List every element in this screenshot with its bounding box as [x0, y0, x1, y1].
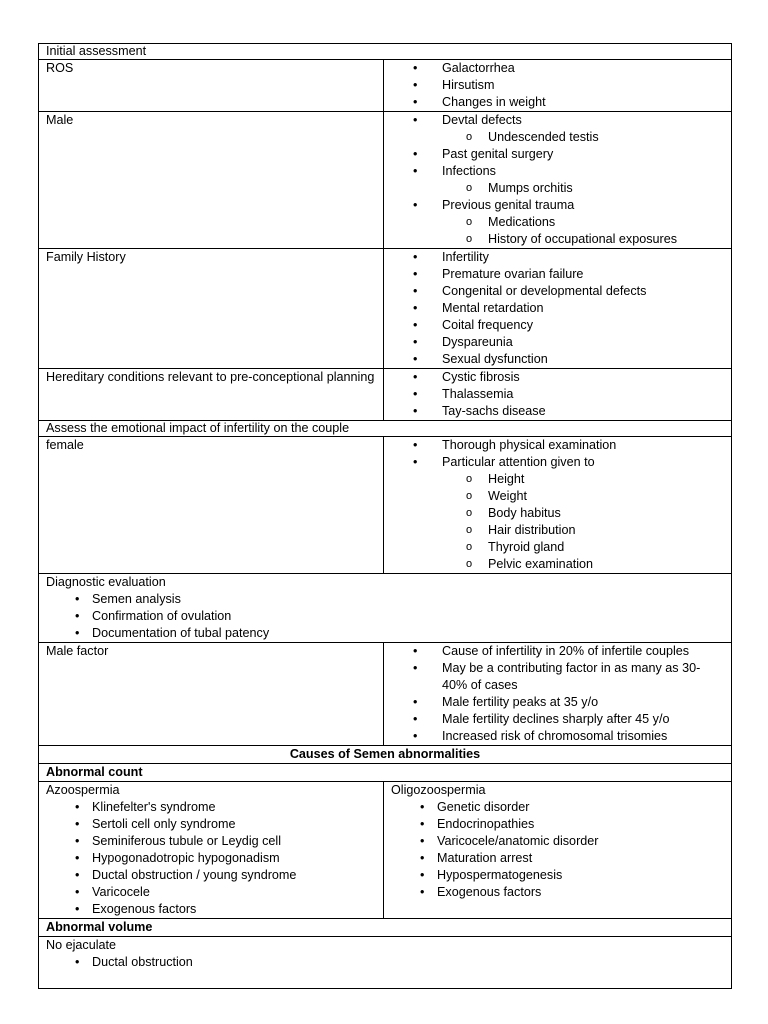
list-item: • Confirmation of ovulation [46, 608, 724, 625]
list-item: • Male fertility peaks at 35 y/o [391, 694, 724, 711]
list-item: • Sertoli cell only syndrome [46, 816, 376, 833]
list-item: • Ductal obstruction / young syndrome [46, 867, 376, 884]
list-item-text: Infections [442, 164, 496, 178]
family-history-label: Family History [46, 250, 126, 264]
diagnostic-evaluation-cell [39, 574, 732, 643]
list-item: • Male fertility declines sharply after 45 y/o [391, 711, 724, 728]
ros-items-cell [384, 60, 732, 112]
list-item: • Exogenous factors [46, 901, 376, 918]
list-item: • Increased risk of chromosomal trisomies [391, 728, 724, 745]
list-item [391, 112, 724, 146]
oligozoospermia-label: Oligozoospermia [391, 783, 486, 797]
table-row [39, 764, 732, 782]
causes-title-cell [39, 746, 732, 764]
list-item-text: Previous genital trauma [442, 198, 575, 212]
list-item: • Semen analysis [46, 591, 724, 608]
family-history-items-cell [384, 249, 732, 369]
list-item: • Klinefelter's syndrome [46, 799, 376, 816]
abnormal-volume-cell [39, 919, 732, 937]
list-item: • Hirsutism [391, 77, 724, 94]
sub-list-item: o Mumps orchitis [442, 180, 724, 197]
table-row [39, 249, 732, 369]
hereditary-label-cell [39, 369, 384, 421]
table-row [39, 746, 732, 764]
list-item [391, 163, 724, 197]
list-item: • Thorough physical examination [391, 437, 724, 454]
list-item: • Changes in weight [391, 94, 724, 111]
list-item: • Sexual dysfunction [391, 351, 724, 368]
emotional-impact-cell [39, 421, 732, 437]
list-item: • Tay-sachs disease [391, 403, 724, 420]
table-row [39, 782, 732, 919]
causes-title: Causes of Semen abnormalities [289, 747, 481, 761]
ros-label: ROS [46, 61, 74, 75]
list-item [391, 146, 724, 163]
table-row [39, 60, 732, 112]
infertility-table [38, 43, 732, 989]
abnormal-count-heading: Abnormal count [46, 765, 143, 779]
female-label: female [46, 438, 84, 452]
list-item: • Congenital or developmental defects [391, 283, 724, 300]
list-item [391, 197, 724, 248]
sub-list-item: o Medications [442, 214, 724, 231]
sub-list-item: o History of occupational exposures [442, 231, 724, 248]
document-page [38, 43, 731, 989]
hereditary-items-cell [384, 369, 732, 421]
list-item: • Galactorrhea [391, 60, 724, 77]
azoospermia-label: Azoospermia [46, 783, 120, 797]
no-ejaculate-cell [39, 937, 732, 989]
abnormal-count-cell [39, 764, 732, 782]
sub-list-item: o Weight [442, 488, 724, 505]
sub-list-item: o Undescended testis [442, 129, 724, 146]
list-item: • Genetic disorder [391, 799, 724, 816]
female-items-cell [384, 437, 732, 574]
list-item: • Coital frequency [391, 317, 724, 334]
oligozoospermia-cell [384, 782, 732, 919]
emotional-impact-text: Assess the emotional impact of infertility on the couple [46, 421, 350, 435]
male-items-cell [384, 112, 732, 249]
table-row [39, 44, 732, 60]
list-item [391, 454, 724, 573]
list-item: • Documentation of tubal patency [46, 625, 724, 642]
sub-list-item: o Height [442, 471, 724, 488]
list-item: • Hypogonadotropic hypogonadism [46, 850, 376, 867]
diagnostic-evaluation-label: Diagnostic evaluation [46, 575, 166, 589]
sub-list-item: o Body habitus [442, 505, 724, 522]
list-item: • Hypospermatogenesis [391, 867, 724, 884]
list-item: • Premature ovarian failure [391, 266, 724, 283]
initial-assessment-cell [39, 44, 732, 60]
list-item: • Cystic fibrosis [391, 369, 724, 386]
list-item: • Mental retardation [391, 300, 724, 317]
table-row [39, 112, 732, 249]
table-row [39, 437, 732, 574]
list-item: • Seminiferous tubule or Leydig cell [46, 833, 376, 850]
list-item: • Ductal obstruction [46, 954, 724, 971]
table-row [39, 643, 732, 746]
table-row [39, 369, 732, 421]
list-item: • Dyspareunia [391, 334, 724, 351]
table-row [39, 937, 732, 989]
female-label-cell [39, 437, 384, 574]
male-label-cell [39, 112, 384, 249]
hereditary-label: Hereditary conditions relevant to pre-conceptional planning [46, 370, 375, 384]
male-factor-label: Male factor [46, 644, 109, 658]
azoospermia-cell [39, 782, 384, 919]
sub-list-item: o Thyroid gland [442, 539, 724, 556]
list-item: • May be a contributing factor in as many as 30-40% of cases [391, 660, 724, 694]
list-item: • Varicocele [46, 884, 376, 901]
table-row [39, 421, 732, 437]
family-history-label-cell [39, 249, 384, 369]
list-item: • Endocrinopathies [391, 816, 724, 833]
abnormal-volume-heading: Abnormal volume [46, 920, 153, 934]
list-item-text: Particular attention given to [442, 455, 595, 469]
sub-list-item: o Pelvic examination [442, 556, 724, 573]
initial-assessment-title: Initial assessment [46, 44, 147, 58]
list-item-text: Devtal defects [442, 113, 522, 127]
list-item: • Thalassemia [391, 386, 724, 403]
blank-space [46, 971, 724, 988]
list-item: • Cause of infertility in 20% of infertile couples [391, 643, 724, 660]
male-factor-label-cell [39, 643, 384, 746]
sub-list-item: o Hair distribution [442, 522, 724, 539]
list-item-text: Past genital surgery [442, 147, 554, 161]
list-item: • Varicocele/anatomic disorder [391, 833, 724, 850]
male-label: Male [46, 113, 74, 127]
list-item: • Maturation arrest [391, 850, 724, 867]
male-factor-items-cell [384, 643, 732, 746]
table-row [39, 919, 732, 937]
list-item: • Infertility [391, 249, 724, 266]
ros-label-cell [39, 60, 384, 112]
list-item: • Exogenous factors [391, 884, 724, 901]
no-ejaculate-label: No ejaculate [46, 938, 117, 952]
table-row [39, 574, 732, 643]
